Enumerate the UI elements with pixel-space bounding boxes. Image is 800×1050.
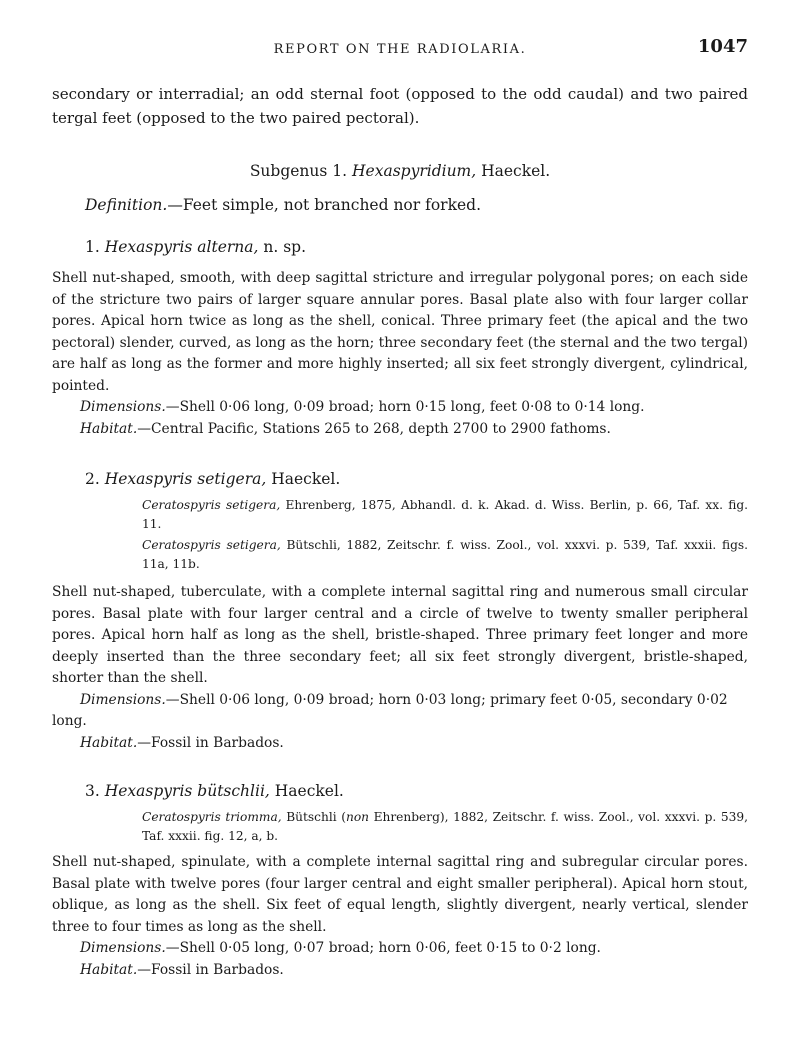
subgenus-prefix: Subgenus 1. bbox=[249, 162, 348, 180]
habitat-label: Habitat. bbox=[80, 961, 138, 978]
species-habitat bbox=[52, 419, 748, 441]
species-habitat bbox=[52, 960, 748, 982]
species-dimensions bbox=[52, 690, 748, 733]
species-number: 3. bbox=[85, 782, 100, 800]
dimensions-label: Dimensions. bbox=[80, 691, 166, 708]
intro-paragraph: secondary or interradial; an odd sternal foot (opposed to the odd caudal) and two paired tergal feet (opposed to the two paired pectoral). bbox=[52, 85, 748, 127]
species-number: 1. bbox=[85, 238, 100, 256]
habitat-text: —Fossil in Barbados. bbox=[137, 734, 284, 751]
habitat-text: —Central Pacific, Stations 265 to 268, depth 2700 to 2900 fathoms. bbox=[137, 420, 611, 437]
species-entry bbox=[52, 470, 748, 754]
species-entry bbox=[52, 238, 748, 440]
species-name: Hexaspyris bütschlii, bbox=[104, 782, 270, 800]
dimensions-label: Dimensions. bbox=[80, 940, 166, 956]
species-name: Hexaspyris setigera, bbox=[104, 470, 267, 488]
habitat-label: Habitat. bbox=[80, 420, 138, 437]
species-author: Haeckel. bbox=[274, 782, 344, 800]
species-author: Haeckel. bbox=[271, 470, 341, 488]
habitat-label: Habitat. bbox=[80, 734, 138, 751]
definition-label: Definition. bbox=[85, 196, 168, 214]
subgenus-heading bbox=[52, 162, 748, 180]
species-description: Shell nut-shaped, spinulate, with a complete internal sagittal ring and subregular circular pores. Basal plate with twelve pores (four larger central and eight smaller peripheral). Apical horn stout, oblique, as long as the shell. Six feet of equal length, slightly divergent, nearly vertical, slender three to four times as long as the shell. bbox=[52, 854, 748, 935]
synonym-name: Ceratospyris setigera, bbox=[142, 538, 281, 552]
synonym-entry bbox=[142, 808, 748, 846]
synonym-entry bbox=[142, 536, 748, 574]
species-number: 2. bbox=[85, 470, 100, 488]
page-number: 1047 bbox=[697, 36, 748, 57]
subgenus-author: Haeckel. bbox=[481, 162, 551, 180]
dimensions-text: —Shell 0·06 long, 0·09 broad; horn 0·03 long; primary feet 0·05, secondary 0·02 long. bbox=[52, 691, 728, 729]
species-description: Shell nut-shaped, tuberculate, with a complete internal sagittal ring and numerous small circular pores. Basal plate with four larger central and a circle of twelve to twenty smaller peripheral pores. Apical horn half as long as the shell, bristle-shaped. Three primary feet longer and more deeply inserted than the three secondary feet; all six feet strongly divergent, bristle-shaped, shorter than the shell. bbox=[52, 584, 748, 686]
synonym-citation-non: non bbox=[345, 810, 370, 824]
habitat-text: —Fossil in Barbados. bbox=[137, 961, 284, 978]
page-header bbox=[52, 36, 748, 66]
definition bbox=[52, 196, 748, 214]
synonym-entry bbox=[142, 496, 748, 534]
species-description: Shell nut-shaped, smooth, with deep sagittal stricture and irregular polygonal pores; on each side of the stricture two pairs of larger square annular pores. Basal plate also with four larger collar pores. Apical horn twice as long as the shell, conical. Three primary feet (the apical and the two pectoral) slender, curved, as long as the horn; three secondary feet (the sternal and the two tergal) are half as long as the former and more highly inserted; all six feet strongly divergent, cylindrical, pointed. bbox=[52, 270, 748, 394]
synonym-citation-b: Ehrenberg), 1882, Zeitschr. f. wiss. Zool., vol. xxxvi. p. 539, Taf. xxxii. fig. 12, a, b. bbox=[142, 810, 749, 843]
definition-text: —Feet simple, not branched nor forked. bbox=[167, 196, 481, 214]
dimensions-label: Dimensions. bbox=[80, 399, 166, 415]
synonymy-list bbox=[52, 808, 748, 846]
species-dimensions bbox=[52, 938, 748, 960]
synonym-citation: Ehrenberg, 1875, Abhandl. d. k. Akad. d. Wiss. Berlin, p. 66, Taf. xx. fig. 11. bbox=[142, 498, 749, 531]
synonymy-list bbox=[52, 496, 748, 574]
synonym-citation: Bütschli, 1882, Zeitschr. f. wiss. Zool., vol. xxxvi. p. 539, Taf. xxxii. figs. 11a, 11b. bbox=[142, 538, 749, 571]
synonym-citation-a: Bütschli ( bbox=[286, 810, 346, 824]
synonym-name: Ceratospyris triomma, bbox=[142, 810, 282, 824]
page bbox=[52, 36, 748, 981]
dimensions-text: —Shell 0·06 long, 0·09 broad; horn 0·15 long, feet 0·08 to 0·14 long. bbox=[165, 399, 645, 415]
synonym-name: Ceratospyris setigera, bbox=[142, 498, 281, 512]
species-dimensions bbox=[52, 397, 748, 419]
species-heading bbox=[52, 238, 748, 256]
species-author: n. sp. bbox=[263, 238, 307, 256]
species-name: Hexaspyris alterna, bbox=[104, 238, 259, 256]
species-heading bbox=[52, 470, 748, 488]
dimensions-text: —Shell 0·05 long, 0·07 broad; horn 0·06, feet 0·15 to 0·2 long. bbox=[165, 940, 601, 956]
species-habitat bbox=[52, 733, 748, 755]
species-heading bbox=[52, 782, 748, 800]
running-title: REPORT ON THE RADIOLARIA. bbox=[273, 42, 527, 57]
species-entry bbox=[52, 782, 748, 981]
subgenus-name: Hexaspyridium, bbox=[352, 162, 477, 180]
